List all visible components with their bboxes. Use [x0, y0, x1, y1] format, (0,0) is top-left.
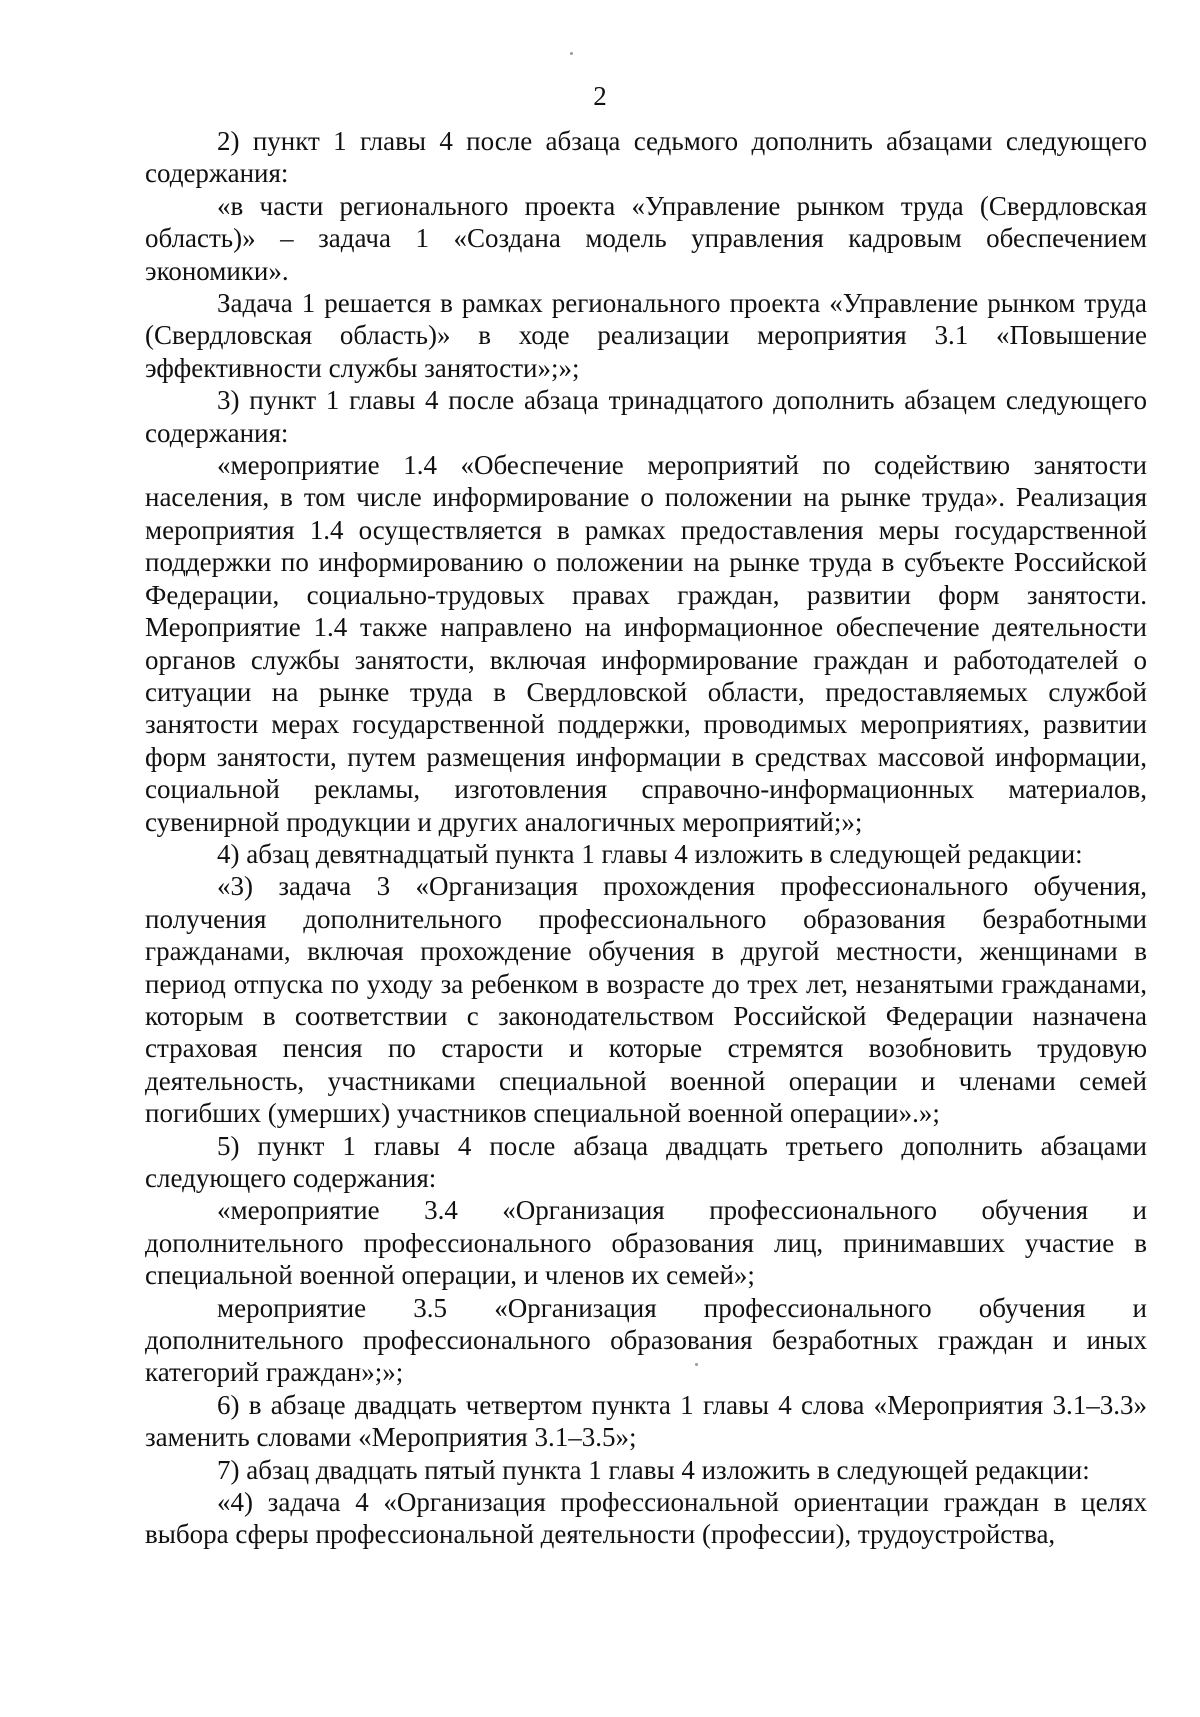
page-number: 2 [593, 81, 607, 111]
paragraph-task-4: «4) задача 4 «Организация профессиональной ориентации граждан в целях выбора сферы профессиональной деятельности (профессии), трудоустройства, [145, 1487, 1147, 1550]
paragraph-task-1: Задача 1 решается в рамках регионального проекта «Управление рынком труда (Свердловская область)» в ходе реализации мероприятия 3.1 «Повышение эффективности службы занятости»;»; [145, 288, 1147, 383]
paragraph-item-5: 5) пункт 1 главы 4 после абзаца двадцать третьего дополнить абзацами следующего содержания: [145, 1130, 1147, 1193]
paragraph-item-7: 7) абзац двадцать пятый пункта 1 главы 4 изложить в следующей редакции: [217, 1454, 1090, 1485]
paragraph-measure-3-4: «мероприятие 3.4 «Организация профессионального обучения и дополнительного профессионального образования лиц, принимавших участие в специальной военной операции, и членов их семей»; [145, 1195, 1147, 1291]
paragraph-measure-3-5: мероприятие 3.5 «Организация профессионального обучения и дополнительного профессионального образования безработных граждан и иных категорий граждан»;»; [145, 1292, 1147, 1388]
paragraph-item-4: 4) абзац девятнадцатый пункта 1 главы 4 изложить в следующей редакции: [217, 838, 1083, 869]
paragraph-item-6: 6) в абзаце двадцать четвертом пункта 1 главы 4 слова «Мероприятия 3.1–3.3» заменить словами «Мероприятия 3.1–3.5»; [145, 1389, 1147, 1453]
document-body [145, 125, 1147, 1551]
paragraph-measure-1-4: «мероприятие 1.4 «Обеспечение мероприятий по содействию занятости населения, в том числе информирование о положении на рынке труда». Реализация мероприятия 1.4 осуществляется в рамках предоставления меры государственной поддержки по информированию о положении на рынке труда в субъекте Российской Федерации, социально-трудовых правах граждан, развитии форм занятости. Мероприятие 1.4 также направлено на информационное обеспечение деятельности органов службы занятости, включая информирование граждан и работодателей о ситуации на рынке труда в Свердловской области, предоставляемых службой занятости мерах государственной поддержки, проводимых мероприятиях, развитии форм занятости, путем размещения информации в средствах массовой информации, социальной рекламы, изготовления справочно-информационных материалов, сувенирной продукции и других аналогичных мероприятий;»; [145, 450, 1147, 837]
paragraph-item-2: 2) пункт 1 главы 4 после абзаца седьмого дополнить абзацами следующего содержания: [145, 126, 1147, 189]
paragraph-quote-regional-project: «в части регионального проекта «Управление рынком труда (Свердловская область)» – задача 1 «Создана модель управления кадровым обеспечением экономики». [145, 190, 1147, 286]
paragraph-task-3: «3) задача 3 «Организация прохождения профессионального обучения, получения дополнительного профессионального образования безработными гражданами, включая прохождение обучения в другой местности, женщинами в период отпуска по уходу за ребенком в возрасте до трех лет, незанятыми гражданами, которым в соответствии с законодательством Российской Федерации назначена страховая пенсия по старости и которые стремятся возобновить трудовую деятельность, участниками специальной военной операции и членами семей погибших (умерших) участников специальной военной операции».»; [145, 871, 1147, 1129]
scan-speck [570, 52, 573, 55]
paragraph-item-3: 3) пункт 1 главы 4 после абзаца тринадцатого дополнить абзацем следующего содержания: [145, 385, 1147, 448]
